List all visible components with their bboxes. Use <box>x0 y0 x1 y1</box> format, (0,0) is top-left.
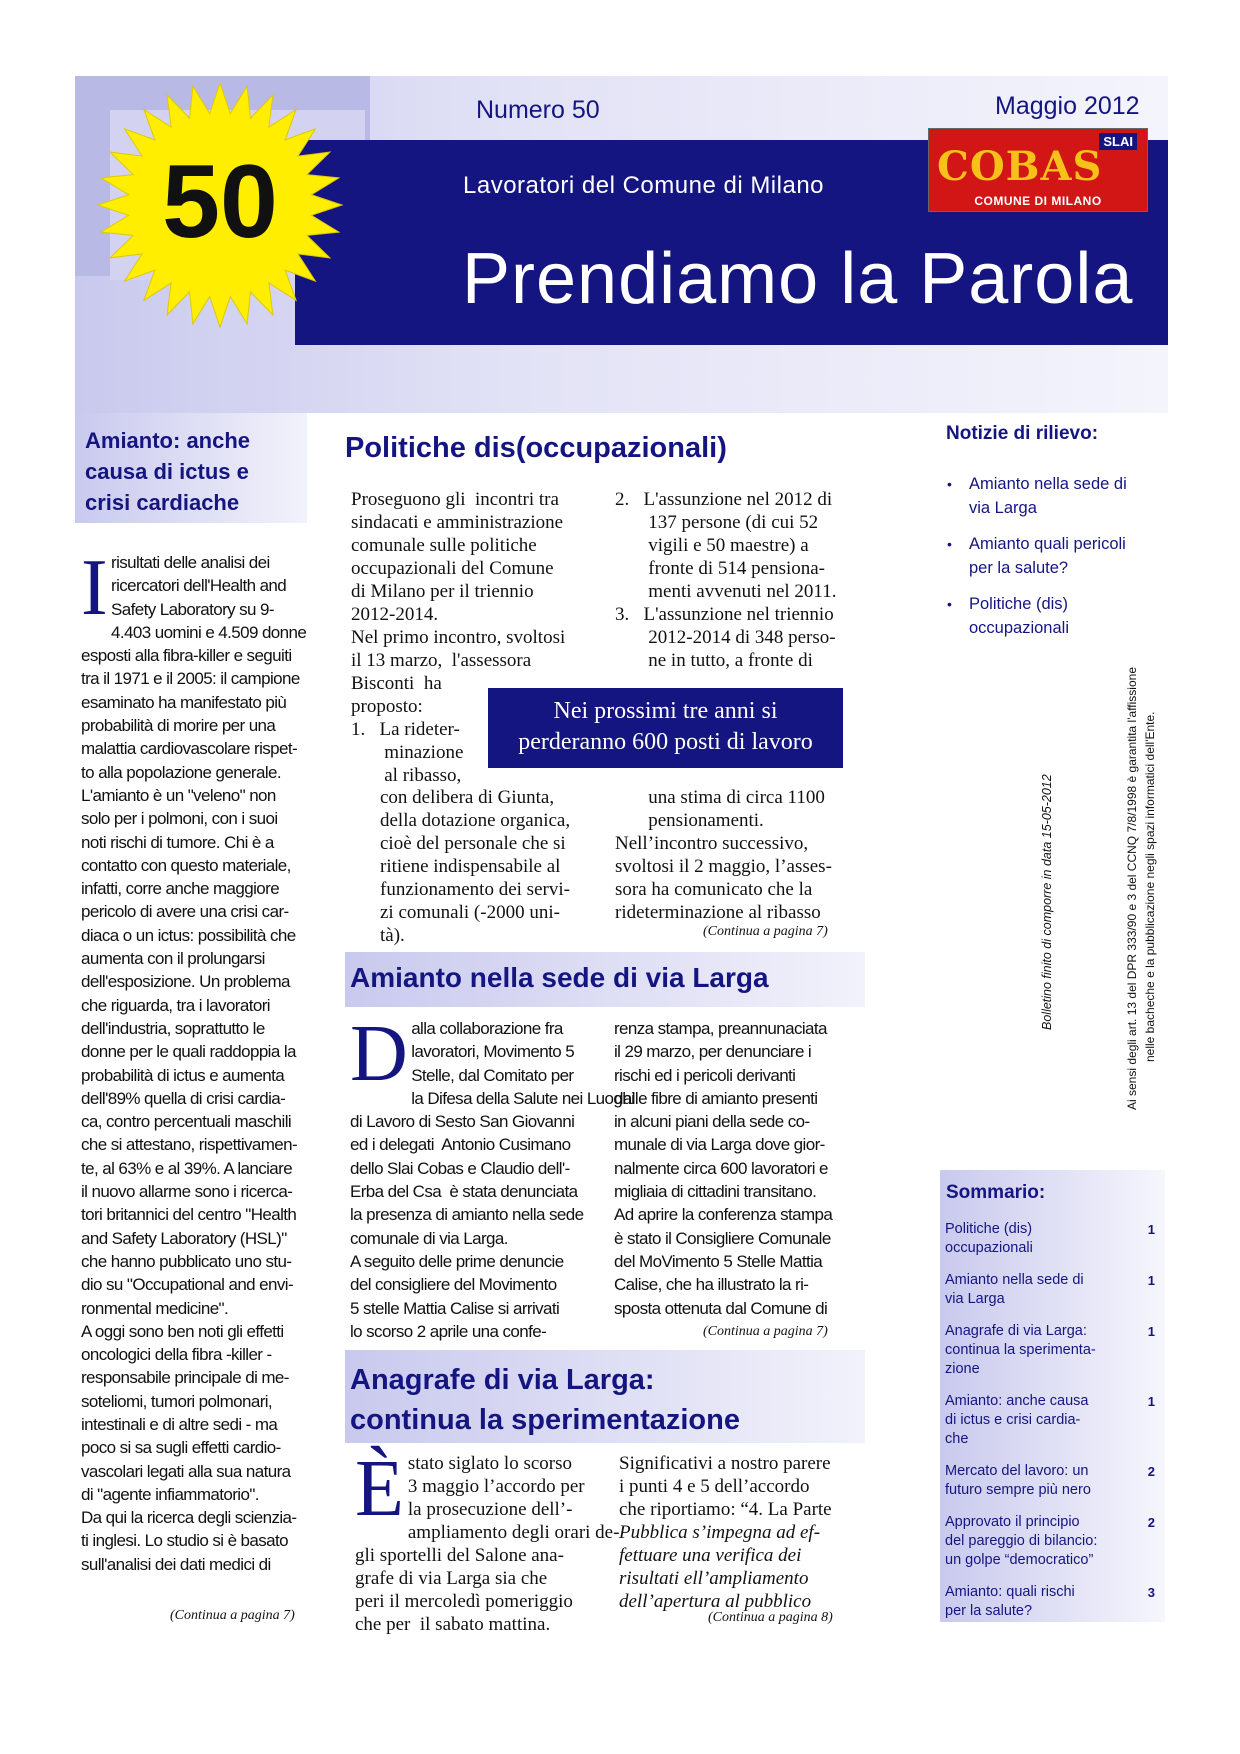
article1-line: sindacati e amministrazione <box>351 512 564 533</box>
logo-slai-label: SLAI <box>1099 133 1137 150</box>
article1-line: il 13 marzo, l'assessora <box>351 650 532 671</box>
notizie-item <box>945 472 1150 520</box>
left-article-line: infatti, corre anche maggiore <box>81 879 280 899</box>
article2-line: 5 stelle Mattia Calise si arrivati <box>350 1298 560 1318</box>
article1-line: zi comunali (-2000 uni- <box>380 902 560 923</box>
article1-line: Bisconti ha <box>351 673 442 694</box>
article2-col2 <box>614 1017 864 1320</box>
article1-line: occupazionali del Comune <box>351 558 554 579</box>
article1-col2-top <box>615 488 860 672</box>
left-article-line: and Safety Laboratory (HSL)" <box>81 1228 287 1248</box>
article2-line: del consigliere del Movimento <box>350 1275 557 1295</box>
article3-continued: (Continua a pagina 8) <box>708 1610 833 1625</box>
article2-line: migliaia di cittadini transitano. <box>614 1182 817 1202</box>
sommario-item-line: per la salute? <box>945 1603 1033 1619</box>
notizie-item-line: occupazionali <box>969 619 1069 637</box>
article1-line: pensionamenti. <box>615 810 764 831</box>
article1-line: ne in tutto, a fronte di <box>615 650 813 671</box>
left-article-line: esposti alla fibra-killer e seguiti <box>81 646 292 666</box>
article1-line: 2012-2014 di 348 perso- <box>615 627 836 648</box>
cobas-logo <box>928 128 1148 212</box>
sommario-item-line: Approvato il principio <box>945 1514 1080 1530</box>
article2-line: in alcuni piani della sede co- <box>614 1112 810 1132</box>
article3-line: Pubblica s’impegna ad ef- <box>619 1522 821 1543</box>
logo-cobas-label: COBAS <box>937 143 1103 190</box>
article1-line: funzionamento dei servi- <box>380 879 570 900</box>
article1-line: di Milano per il triennio <box>351 581 534 602</box>
article2-dropcap: D <box>350 1010 408 1098</box>
sommario-item-line: che <box>945 1431 969 1447</box>
article2-line: sposta ottenuta dal Comune di <box>614 1298 828 1318</box>
article1-line: 1. La rideter- <box>351 719 460 740</box>
sommario-page-number: 2 <box>1147 1515 1155 1530</box>
article1-line: cioè del personale che si <box>380 833 566 854</box>
left-article-line: donne per le quali raddoppia la <box>81 1042 296 1062</box>
left-article-line: ronmental medicine". <box>81 1298 229 1318</box>
article3-line: ampliamento degli orari de- <box>407 1522 620 1543</box>
article3-line: che per il sabato mattina. <box>355 1614 551 1635</box>
article2-line: ed i delegati Antonio Cusimano <box>350 1135 571 1155</box>
left-article-line: probabilità di morire per una <box>81 716 276 736</box>
left-article-line: aumenta con il prolungarsi <box>81 949 265 969</box>
sommario-page-number: 1 <box>1147 1273 1155 1288</box>
sommario-title: Sommario: <box>946 1182 1046 1203</box>
left-article-body <box>81 544 321 1576</box>
article3-line: gli sportelli del Salone ana- <box>355 1545 564 1566</box>
article2-line: Erba del Csa è stata denunciata <box>350 1182 578 1202</box>
article1-line: svoltosi il 2 maggio, l’asses- <box>615 856 832 877</box>
sommario-item <box>945 1513 1165 1570</box>
left-article-line: dell'89% quella di crisi cardia- <box>81 1088 286 1108</box>
article3-line: risultati ell’ampliamento <box>619 1568 809 1589</box>
notizie-item <box>945 592 1150 640</box>
article1-line: 3. L'assunzione nel triennio <box>615 604 834 625</box>
article1-line: menti avvenuti nel 2011. <box>615 581 837 602</box>
article1-line: minazione <box>351 742 464 763</box>
sommario-item <box>945 1392 1165 1449</box>
article2-line: la Difesa della Salute nei Luoghi <box>411 1088 635 1108</box>
article1-line: una stima di circa 1100 <box>615 787 825 808</box>
article1-line: 2. L'assunzione nel 2012 di <box>615 489 833 510</box>
article3-line: fettuare una verifica dei <box>619 1545 802 1566</box>
left-article-line: soteliomi, tumori polmonari, <box>81 1391 273 1411</box>
left-article-line: solo per i polmoni, con i suoi <box>81 809 278 829</box>
sommario-item <box>945 1583 1165 1621</box>
article1-line: 2012-2014. <box>351 604 439 625</box>
left-article-line: dio su "Occupational and envi- <box>81 1275 294 1295</box>
issue-number: Numero 50 <box>476 96 600 124</box>
article2-line: nalmente circa 600 lavoratori e <box>614 1158 828 1178</box>
article2-line: dalle fibre di amianto presenti <box>614 1088 818 1108</box>
left-article-line: poco si sa sugli effetti cardio- <box>81 1438 281 1458</box>
sommario-item <box>945 1322 1165 1379</box>
sommario-item-line: di ictus e crisi cardia- <box>945 1412 1081 1428</box>
notizie-item-line: Amianto nella sede di <box>969 475 1127 493</box>
left-article-line: 4.403 uomini e 4.509 donne <box>111 622 307 642</box>
left-article-lines <box>81 544 321 1576</box>
article3-line: che riportiamo: “4. La Parte <box>619 1499 832 1520</box>
article3-line: dell’apertura al pubblico <box>619 1591 812 1612</box>
article2-line: A seguito delle prime denuncie <box>350 1251 564 1271</box>
sommario-item-line: Amianto nella sede di <box>945 1272 1084 1288</box>
masthead-subtitle: Lavoratori del Comune di Milano <box>463 172 825 199</box>
article3-line: grafe di via Larga sia che <box>355 1568 548 1589</box>
article1-line: Nel primo incontro, svoltosi <box>351 627 566 648</box>
newsletter-title: Prendiamo la Parola <box>462 239 1134 319</box>
left-article-line: malattia cardiovascolare rispet- <box>81 739 298 759</box>
sommario-item <box>945 1462 1165 1500</box>
left-article-line: contatto con questo materiale, <box>81 855 291 875</box>
article2-line: munale di via Larga dove gior- <box>614 1135 825 1155</box>
article2-line: Calise, che ha illustrato la ri- <box>614 1275 809 1295</box>
left-article-line: responsabile principale di me- <box>81 1368 289 1388</box>
left-article-line: che si attestano, rispettivamen- <box>81 1135 298 1155</box>
left-article-line: il nuovo allarme sono i ricerca- <box>81 1182 293 1202</box>
article1-line: fronte di 514 pensiona- <box>615 558 826 579</box>
notizie-title: Notizie di rilievo: <box>946 423 1099 444</box>
left-article-line: noti rischi di tumore. Chi è a <box>81 832 274 852</box>
logo-subtitle: COMUNE DI MILANO <box>974 194 1102 208</box>
article3-line: peri il mercoledì pomeriggio <box>355 1591 573 1612</box>
article2-line: del MoVimento 5 Stelle Mattia <box>614 1251 823 1271</box>
article2-line: Ad aprire la conferenza stampa <box>614 1205 833 1225</box>
left-article-line: dell'industria, soprattutto le <box>81 1018 265 1038</box>
left-article-line: tori britannici del centro "Health <box>81 1205 297 1225</box>
article1-line: sora ha comunicato che la <box>615 879 813 900</box>
sommario-item-line: zione <box>945 1361 980 1377</box>
article1-line: comunale sulle politiche <box>351 535 537 556</box>
sommario-item-line: Amianto: quali rischi <box>945 1584 1075 1600</box>
article1-line: vigili e 50 maestre) a <box>615 535 809 556</box>
article2-title: Amianto nella sede di via Larga <box>350 962 769 993</box>
left-article-line: pericolo di avere una crisi car- <box>81 902 289 922</box>
left-article-line: te, al 63% e al 39%. A lanciare <box>81 1158 293 1178</box>
sommario-list <box>945 1220 1165 1634</box>
vertical-note-date: Bolletino finito di comporre in data 15-05-2012 <box>1040 774 1054 1030</box>
sommario-item-line: Mercato del lavoro: un <box>945 1463 1089 1479</box>
left-article-line: to alla popolazione generale. <box>81 762 281 782</box>
article1-title: Politiche dis(occupazionali) <box>345 432 727 464</box>
left-article-title: Amianto: anche causa di ictus e crisi cardiache <box>85 428 251 515</box>
article1-line: proposto: <box>351 696 423 717</box>
article3-line: Significativi a nostro parere <box>619 1453 831 1474</box>
article3-line: stato siglato lo scorso <box>407 1453 573 1474</box>
article2-line: lavoratori, Movimento 5 <box>411 1042 575 1062</box>
left-article-line: oncologici della fibra -killer - <box>81 1345 272 1365</box>
article2-line: il 29 marzo, per denunciare i <box>614 1042 812 1062</box>
article2-line: alla collaborazione fra <box>411 1019 563 1038</box>
left-article-line: tra il 1971 e il 2005: il campione <box>81 669 300 689</box>
left-article-line: ca, contro percentuali maschili <box>81 1112 292 1132</box>
left-article-line: ricercatori dell'Health and <box>111 576 287 596</box>
notizie-list <box>945 472 1150 652</box>
left-article-line: vascolari legati alla sua natura <box>81 1461 291 1481</box>
sommario-item-line: futuro sempre più nero <box>945 1482 1091 1498</box>
article3-line: 3 maggio l’accordo per <box>407 1476 585 1497</box>
left-article-line: risultati delle analisi dei <box>111 553 270 572</box>
left-article-line: Safety Laboratory su 9- <box>111 599 274 619</box>
article1-continued: (Continua a pagina 7) <box>703 924 828 939</box>
article3-line: la prosecuzione dell’- <box>407 1499 573 1520</box>
article2-line: lo scorso 2 aprile una confe- <box>350 1321 547 1341</box>
article2-line: dello Slai Cobas e Claudio dell'- <box>350 1158 570 1178</box>
article3-col1 <box>355 1445 620 1636</box>
left-article-line: ti inglesi. Lo studio si è basato <box>81 1531 289 1551</box>
article1-pull-quote: Nei prossimi tre anni si perderanno 600 posti di lavoro <box>488 688 843 768</box>
sommario-item <box>945 1220 1165 1258</box>
article2-line: renza stampa, preannunaciata <box>614 1019 827 1038</box>
article2-line: Stelle, dal Comitato per <box>411 1065 574 1085</box>
article3-line: i punti 4 e 5 dell’accordo <box>619 1476 810 1497</box>
left-article-line: che hanno pubblicato uno stu- <box>81 1251 292 1271</box>
left-article-line: Da qui la ricerca degli scienzia- <box>81 1508 297 1528</box>
article1-col1-bottom <box>380 786 590 947</box>
left-article-line: A oggi sono ben noti gli effetti <box>81 1321 284 1341</box>
sommario-page-number: 1 <box>1147 1394 1155 1409</box>
left-article-continued: (Continua a pagina 7) <box>170 1608 295 1623</box>
left-article-dropcap: I <box>81 544 108 632</box>
notizie-item-line: via Larga <box>969 499 1037 517</box>
article2-line: di Lavoro di Sesto San Giovanni <box>350 1112 575 1132</box>
vertical-note-legal-1: Ai sensi degli art. 13 del DPR 333/90 e 3 del CCNQ 7/8/1998 è garantita l'affissione <box>1125 667 1139 1110</box>
sommario-page-number: 3 <box>1147 1585 1155 1600</box>
article3-title: Anagrafe di via Larga: continua la sperimentazione <box>350 1364 740 1436</box>
sommario-item-line: del pareggio di bilancio: <box>945 1533 1098 1549</box>
issue-date: Maggio 2012 <box>995 92 1140 120</box>
notizie-item-line: Amianto quali pericoli <box>969 535 1126 553</box>
notizie-item-line: per la salute? <box>969 559 1069 577</box>
bullet-icon: • <box>947 596 952 612</box>
left-article-line: sull'analisi dei dati medici di <box>81 1554 271 1574</box>
article2-col1 <box>350 1010 635 1343</box>
left-article-line: dell'esposizione. Un problema <box>81 972 290 992</box>
notizie-item-line: Politiche (dis) <box>969 595 1069 613</box>
article3-dropcap: È <box>355 1445 404 1533</box>
article1-line: della dotazione organica, <box>380 810 571 831</box>
left-article-line: che riguarda, tra i lavoratori <box>81 995 270 1015</box>
sommario-page-number: 1 <box>1147 1222 1155 1237</box>
article2-continued: (Continua a pagina 7) <box>703 1324 828 1339</box>
sommario-item-line: Anagrafe di via Larga: <box>945 1323 1087 1339</box>
sommario-page-number: 2 <box>1147 1464 1155 1479</box>
issue-badge-number: 50 <box>162 144 278 260</box>
left-article-line: L'amianto è un "veleno" non <box>81 785 276 805</box>
sommario-item-line: continua la sperimenta- <box>945 1342 1096 1358</box>
sommario-item <box>945 1271 1165 1309</box>
article2-line: la presenza di amianto nella sede <box>350 1205 584 1225</box>
article2-line: rischi ed i pericoli derivanti <box>614 1065 796 1085</box>
sommario-item-line: Politiche (dis) <box>945 1221 1033 1237</box>
article1-col2-bottom <box>615 786 860 924</box>
sommario-item-line: occupazionali <box>945 1240 1033 1256</box>
bullet-icon: • <box>947 476 952 492</box>
bullet-icon: • <box>947 536 952 552</box>
vertical-note-legal-2: nelle bacheche e la pubblicazione negli spazi informatici dell'Ente. <box>1143 711 1157 1062</box>
notizie-item <box>945 532 1150 580</box>
sommario-item-line: un golpe “democratico” <box>945 1552 1094 1568</box>
article1-line: con delibera di Giunta, <box>380 787 555 808</box>
article1-line: Proseguono gli incontri tra <box>351 489 559 510</box>
left-article-line: intestinali e di altre sedi - ma <box>81 1414 278 1434</box>
article3-col2 <box>619 1452 864 1613</box>
article2-line: è stato il Consigliere Comunale <box>614 1228 831 1248</box>
article1-line: ritiene indispensabile al <box>380 856 561 877</box>
article1-line: Nell’incontro successivo, <box>615 833 809 854</box>
article1-line: al ribasso, <box>351 765 462 786</box>
left-article-line: esaminato ha manifestato più <box>81 692 287 712</box>
article1-line: rideterminazione al ribasso <box>615 902 821 923</box>
left-article-line: di "agente infiammatorio". <box>81 1484 259 1504</box>
article2-line: comunale di via Larga. <box>350 1228 508 1248</box>
sommario-page-number: 1 <box>1147 1324 1155 1339</box>
sommario-item-line: via Larga <box>945 1291 1005 1307</box>
article1-line: 137 persone (di cui 52 <box>615 512 819 533</box>
left-article-line: probabilità di ictus e aumenta <box>81 1065 285 1085</box>
article1-line: tà). <box>380 925 405 946</box>
left-article-line: diaca o un ictus: possibilità che <box>81 925 296 945</box>
sommario-item-line: Amianto: anche causa <box>945 1393 1089 1409</box>
